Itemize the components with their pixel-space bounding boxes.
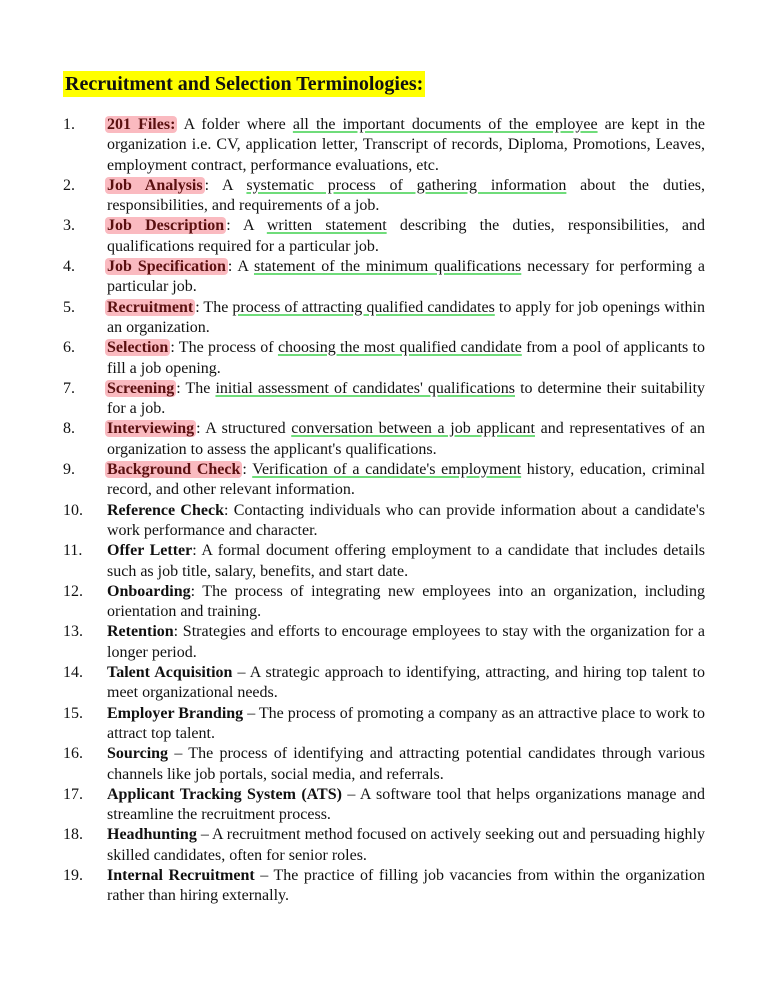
underlined-definition: statement of the minimum qualifications bbox=[253, 258, 522, 276]
definition-text: – The practice of filling job vacancies from within the organization rather than hiring externally. bbox=[107, 866, 705, 905]
item-number: 1. bbox=[63, 116, 75, 133]
list-item bbox=[63, 176, 705, 217]
list-item bbox=[63, 785, 705, 826]
list-item bbox=[63, 298, 705, 339]
item-number: 10. bbox=[63, 501, 83, 519]
list-item bbox=[63, 257, 705, 298]
item-number: 11. bbox=[63, 542, 83, 560]
term-label: Internal Recruitment bbox=[107, 866, 255, 884]
list-item bbox=[63, 115, 705, 176]
underlined-definition: systematic process of gathering information bbox=[246, 176, 567, 194]
definition-text: history, education, criminal record, and other relevant information. bbox=[107, 461, 706, 499]
list-item bbox=[63, 704, 705, 745]
underlined-definition: Verification of a candidate's employment bbox=[252, 461, 522, 479]
definition-text: : The bbox=[195, 298, 233, 316]
definition-text: A folder where bbox=[177, 116, 293, 133]
term-label: Headhunting bbox=[107, 826, 197, 844]
list-item bbox=[63, 622, 705, 663]
definition-text: : The process of bbox=[170, 339, 278, 357]
item-number: 16. bbox=[63, 745, 83, 763]
term-label: Applicant Tracking System (ATS) bbox=[107, 785, 342, 803]
list-item bbox=[63, 825, 705, 866]
term-label: Recruitment bbox=[107, 298, 194, 316]
term-label: Employer Branding bbox=[107, 704, 244, 722]
term-label: Retention bbox=[107, 623, 174, 641]
list-item bbox=[63, 460, 705, 501]
term-label: Interviewing bbox=[107, 420, 195, 438]
definition-text: : Contacting individuals who can provide information about a candidate's work performance and character. bbox=[107, 501, 706, 539]
underlined-definition: written statement bbox=[266, 217, 387, 235]
definition-text: : A formal document offering employment to a candidate that includes details such as job title, salary, benefits, and start date. bbox=[107, 542, 705, 580]
underlined-definition: choosing the most qualified candidate bbox=[277, 339, 522, 357]
definition-text: – The process of promoting a company as an attractive place to work to attract top talent. bbox=[107, 704, 706, 742]
definition-text: about the duties, responsibilities, and requirements of a job. bbox=[107, 176, 706, 215]
item-number: 7. bbox=[63, 379, 75, 397]
terminology-list bbox=[63, 115, 705, 907]
definition-text: : A structured bbox=[196, 420, 292, 438]
underlined-definition: conversation between a job applicant bbox=[291, 420, 535, 438]
term-label: Job Analysis bbox=[107, 176, 203, 194]
item-number: 12. bbox=[63, 582, 83, 600]
item-number: 2. bbox=[63, 176, 75, 194]
definition-text: : The process of integrating new employees into an organization, including orientation and training. bbox=[107, 582, 705, 621]
definition-text: : bbox=[242, 461, 253, 479]
term-label: 201 Files: bbox=[107, 116, 176, 133]
list-item bbox=[63, 866, 705, 907]
list-item bbox=[63, 501, 705, 542]
definition-text: to determine their suitability for a job. bbox=[107, 379, 706, 418]
definition-text: are kept in the organization i.e. CV, application letter, Transcript of records, Diploma, Promotions, Leaves, employment contract, performance evaluations, etc. bbox=[107, 116, 706, 174]
definition-text: describing the duties, responsibilities, and qualifications required for a particular job. bbox=[107, 217, 706, 255]
definition-text: : A bbox=[227, 258, 254, 276]
list-item bbox=[63, 541, 705, 582]
term-label: Screening bbox=[107, 379, 175, 397]
term-label: Reference Check bbox=[107, 501, 224, 519]
definition-text: – A recruitment method focused on actively seeking out and persuading highly skilled candidates, often for senior roles. bbox=[107, 826, 705, 864]
term-label: Selection bbox=[107, 339, 169, 357]
item-number: 13. bbox=[63, 623, 83, 641]
item-number: 6. bbox=[63, 339, 75, 357]
definition-text: necessary for performing a particular job. bbox=[107, 258, 706, 296]
underlined-definition: initial assessment of candidates' qualifications bbox=[215, 379, 515, 397]
item-number: 8. bbox=[63, 420, 75, 438]
page-title: Recruitment and Selection Terminologies: bbox=[65, 73, 424, 95]
definition-text: from a pool of applicants to fill a job opening. bbox=[107, 339, 705, 377]
list-item bbox=[63, 419, 705, 460]
definition-text: and representatives of an organization to assess the applicant's qualifications. bbox=[107, 420, 705, 458]
item-number: 3. bbox=[63, 217, 75, 235]
term-label: Talent Acquisition bbox=[107, 664, 233, 682]
definition-text: – A strategic approach to identifying, attracting, and hiring top talent to meet organizational needs. bbox=[107, 664, 705, 702]
term-label: Job Description bbox=[107, 217, 225, 235]
term-label: Onboarding bbox=[107, 582, 191, 600]
item-number: 4. bbox=[63, 258, 75, 276]
term-label: Offer Letter bbox=[107, 542, 193, 560]
definition-text: : A bbox=[204, 176, 247, 194]
list-item bbox=[63, 379, 705, 420]
item-number: 5. bbox=[63, 298, 75, 316]
list-item bbox=[63, 582, 705, 623]
term-label: Sourcing bbox=[107, 745, 169, 763]
list-item bbox=[63, 744, 705, 785]
item-number: 9. bbox=[63, 461, 75, 479]
list-item bbox=[63, 338, 705, 379]
item-number: 19. bbox=[63, 866, 83, 884]
definition-text: to apply for job openings within an organization. bbox=[107, 298, 705, 336]
definition-text: – A software tool that helps organizations manage and streamline the recruitment process. bbox=[107, 785, 706, 824]
definition-text: : A bbox=[226, 217, 267, 235]
item-number: 18. bbox=[63, 826, 83, 844]
list-item bbox=[63, 663, 705, 704]
item-number: 15. bbox=[63, 704, 83, 722]
definition-text: : Strategies and efforts to encourage employees to stay with the organization for a longer period. bbox=[107, 623, 705, 661]
item-number: 14. bbox=[63, 664, 83, 682]
term-label: Background Check bbox=[107, 461, 241, 479]
definition-text: : The bbox=[176, 379, 216, 397]
definition-text: – The process of identifying and attracting potential candidates through various channels like job portals, social media, and referrals. bbox=[107, 745, 705, 783]
underlined-definition: all the important documents of the employee bbox=[292, 116, 598, 133]
item-number: 17. bbox=[63, 785, 83, 803]
list-item bbox=[63, 216, 705, 257]
underlined-definition: process of attracting qualified candidates bbox=[232, 298, 495, 316]
term-label: Job Specification bbox=[107, 258, 226, 276]
